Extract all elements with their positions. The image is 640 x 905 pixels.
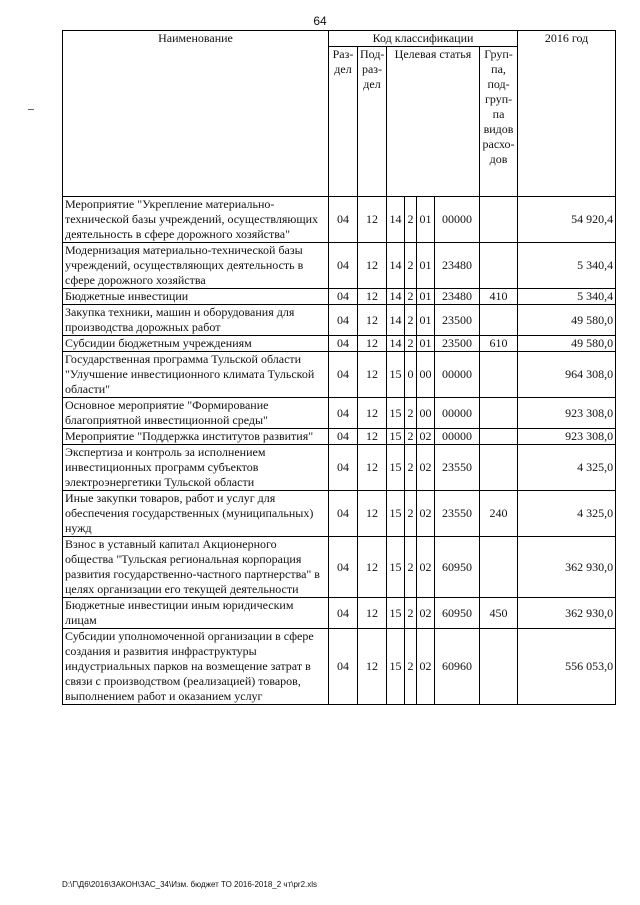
row-name: Субсидии бюджетным учреждениям <box>63 336 329 352</box>
row-target-subprogram: 2 <box>405 336 417 352</box>
table-row <box>63 445 616 491</box>
row-target-subprogram: 2 <box>405 243 417 289</box>
row-expense-group: 410 <box>480 289 518 305</box>
row-target-direction: 60950 <box>435 598 480 629</box>
row-expense-group <box>480 537 518 598</box>
row-target-program: 14 <box>387 243 405 289</box>
header-row-1 <box>63 31 616 47</box>
table-row <box>63 537 616 598</box>
row-name: Основное мероприятие "Формирование благоприятной инвестиционной среды" <box>63 398 329 429</box>
row-podrazdel: 12 <box>358 398 387 429</box>
row-podrazdel: 12 <box>358 598 387 629</box>
row-podrazdel: 12 <box>358 537 387 598</box>
row-target-subprogram: 2 <box>405 598 417 629</box>
header-name: Наименование <box>63 31 329 197</box>
row-amount: 54 920,4 <box>518 197 616 243</box>
row-target-subprogram: 0 <box>405 352 417 398</box>
row-target-program: 14 <box>387 336 405 352</box>
table-row <box>63 305 616 336</box>
row-name: Закупка техники, машин и оборудования для производства дорожных работ <box>63 305 329 336</box>
row-target-direction: 00000 <box>435 398 480 429</box>
row-razdel: 04 <box>329 243 358 289</box>
table-body <box>63 197 616 705</box>
row-name: Бюджетные инвестиции <box>63 289 329 305</box>
row-podrazdel: 12 <box>358 305 387 336</box>
row-target-subprogram: 2 <box>405 537 417 598</box>
row-target-program: 15 <box>387 398 405 429</box>
row-target-event: 02 <box>417 629 435 705</box>
header-group: Груп- па, под- груп- па видов расхо- дов <box>480 47 518 197</box>
row-target-program: 15 <box>387 598 405 629</box>
row-target-direction: 60960 <box>435 629 480 705</box>
row-amount: 49 580,0 <box>518 305 616 336</box>
row-expense-group <box>480 352 518 398</box>
row-target-direction: 00000 <box>435 429 480 445</box>
row-name: Модернизация материально-технической базы учреждений, осуществляющих деятельность в сфере дорожного хозяйства <box>63 243 329 289</box>
row-razdel: 04 <box>329 197 358 243</box>
row-razdel: 04 <box>329 445 358 491</box>
row-amount: 362 930,0 <box>518 537 616 598</box>
row-name: Субсидии уполномоченной организации в сфере создания и развития инфраструктуры индустриальных парков на возмещение затрат в связи с производством (реализацией) товаров, выполнением работ и оказанием услуг <box>63 629 329 705</box>
table-row <box>63 289 616 305</box>
row-expense-group <box>480 197 518 243</box>
row-name: Государственная программа Тульской области "Улучшение инвестиционного климата Тульской области" <box>63 352 329 398</box>
row-target-direction: 23480 <box>435 289 480 305</box>
row-expense-group <box>480 243 518 289</box>
row-razdel: 04 <box>329 629 358 705</box>
row-target-event: 01 <box>417 243 435 289</box>
table-row <box>63 243 616 289</box>
table-row <box>63 429 616 445</box>
row-target-event: 02 <box>417 598 435 629</box>
row-target-program: 15 <box>387 537 405 598</box>
row-amount: 5 340,4 <box>518 243 616 289</box>
row-name: Бюджетные инвестиции иным юридическим лицам <box>63 598 329 629</box>
row-target-subprogram: 2 <box>405 491 417 537</box>
table-row <box>63 352 616 398</box>
row-name: Иные закупки товаров, работ и услуг для обеспечения государственных (муниципальных) нужд <box>63 491 329 537</box>
row-target-subprogram: 2 <box>405 289 417 305</box>
header-year: 2016 год <box>518 31 616 197</box>
row-amount: 923 308,0 <box>518 429 616 445</box>
row-podrazdel: 12 <box>358 352 387 398</box>
row-amount: 4 325,0 <box>518 445 616 491</box>
table-row <box>63 629 616 705</box>
row-target-direction: 23480 <box>435 243 480 289</box>
row-target-event: 00 <box>417 398 435 429</box>
row-razdel: 04 <box>329 289 358 305</box>
row-target-direction: 00000 <box>435 197 480 243</box>
row-target-subprogram: 2 <box>405 629 417 705</box>
row-target-event: 01 <box>417 336 435 352</box>
row-podrazdel: 12 <box>358 629 387 705</box>
row-target-direction: 23500 <box>435 336 480 352</box>
budget-table <box>62 30 616 705</box>
row-amount: 49 580,0 <box>518 336 616 352</box>
table-row <box>63 598 616 629</box>
row-amount: 964 308,0 <box>518 352 616 398</box>
page-number: 64 <box>313 14 327 28</box>
table-row <box>63 398 616 429</box>
row-razdel: 04 <box>329 352 358 398</box>
row-target-subprogram: 2 <box>405 445 417 491</box>
row-razdel: 04 <box>329 491 358 537</box>
row-razdel: 04 <box>329 598 358 629</box>
row-target-event: 02 <box>417 429 435 445</box>
row-name: Экспертиза и контроль за исполнением инвестиционных программ субъектов электроэнергетики Тульской области <box>63 445 329 491</box>
row-target-direction: 60950 <box>435 537 480 598</box>
header-podrazdel: Под- раз- дел <box>358 47 387 197</box>
row-target-program: 15 <box>387 445 405 491</box>
row-expense-group: 450 <box>480 598 518 629</box>
row-expense-group <box>480 305 518 336</box>
row-target-program: 15 <box>387 352 405 398</box>
footer-path: D:\Г\Д6\2016\ЗАКОН\ЗАС_34\Изм. бюджет ТО 2016-2018_2 чт\pr2.xls <box>62 880 318 889</box>
row-target-event: 02 <box>417 537 435 598</box>
table-row <box>63 197 616 243</box>
row-amount: 556 053,0 <box>518 629 616 705</box>
row-target-subprogram: 2 <box>405 305 417 336</box>
row-target-event: 01 <box>417 289 435 305</box>
row-target-direction: 23550 <box>435 491 480 537</box>
row-expense-group <box>480 429 518 445</box>
row-amount: 4 325,0 <box>518 491 616 537</box>
row-target-direction: 23550 <box>435 445 480 491</box>
row-target-event: 00 <box>417 352 435 398</box>
row-amount: 5 340,4 <box>518 289 616 305</box>
row-target-direction: 00000 <box>435 352 480 398</box>
row-name: Взнос в уставный капитал Акционерного общества "Тульская региональная корпорация развития государственно-частного партнерства" в целях организации его текущей деятельности <box>63 537 329 598</box>
row-expense-group <box>480 398 518 429</box>
row-target-event: 01 <box>417 197 435 243</box>
header-razdel: Раз- дел <box>329 47 358 197</box>
row-expense-group: 610 <box>480 336 518 352</box>
row-amount: 923 308,0 <box>518 398 616 429</box>
row-target-program: 14 <box>387 197 405 243</box>
row-target-subprogram: 2 <box>405 398 417 429</box>
row-razdel: 04 <box>329 305 358 336</box>
row-podrazdel: 12 <box>358 429 387 445</box>
row-name: Мероприятие "Поддержка институтов развития" <box>63 429 329 445</box>
header-code: Код классификации <box>329 31 518 47</box>
row-target-event: 01 <box>417 305 435 336</box>
row-amount: 362 930,0 <box>518 598 616 629</box>
row-target-program: 15 <box>387 491 405 537</box>
header-target: Целевая статья <box>387 47 480 197</box>
row-target-program: 15 <box>387 429 405 445</box>
row-target-subprogram: 2 <box>405 197 417 243</box>
row-podrazdel: 12 <box>358 197 387 243</box>
row-razdel: 04 <box>329 429 358 445</box>
row-target-program: 14 <box>387 289 405 305</box>
row-podrazdel: 12 <box>358 491 387 537</box>
margin-mark <box>28 109 34 110</box>
row-razdel: 04 <box>329 336 358 352</box>
row-expense-group: 240 <box>480 491 518 537</box>
row-target-direction: 23500 <box>435 305 480 336</box>
row-podrazdel: 12 <box>358 289 387 305</box>
row-target-program: 15 <box>387 629 405 705</box>
row-name: Мероприятие "Укрепление материально-технической базы учреждений, осуществляющих деятельность в сфере дорожного хозяйства" <box>63 197 329 243</box>
row-target-subprogram: 2 <box>405 429 417 445</box>
row-expense-group <box>480 629 518 705</box>
table-row <box>63 491 616 537</box>
row-expense-group <box>480 445 518 491</box>
row-target-program: 14 <box>387 305 405 336</box>
row-target-event: 02 <box>417 491 435 537</box>
row-razdel: 04 <box>329 398 358 429</box>
row-target-event: 02 <box>417 445 435 491</box>
row-podrazdel: 12 <box>358 336 387 352</box>
row-razdel: 04 <box>329 537 358 598</box>
row-podrazdel: 12 <box>358 243 387 289</box>
table-row <box>63 336 616 352</box>
row-podrazdel: 12 <box>358 445 387 491</box>
